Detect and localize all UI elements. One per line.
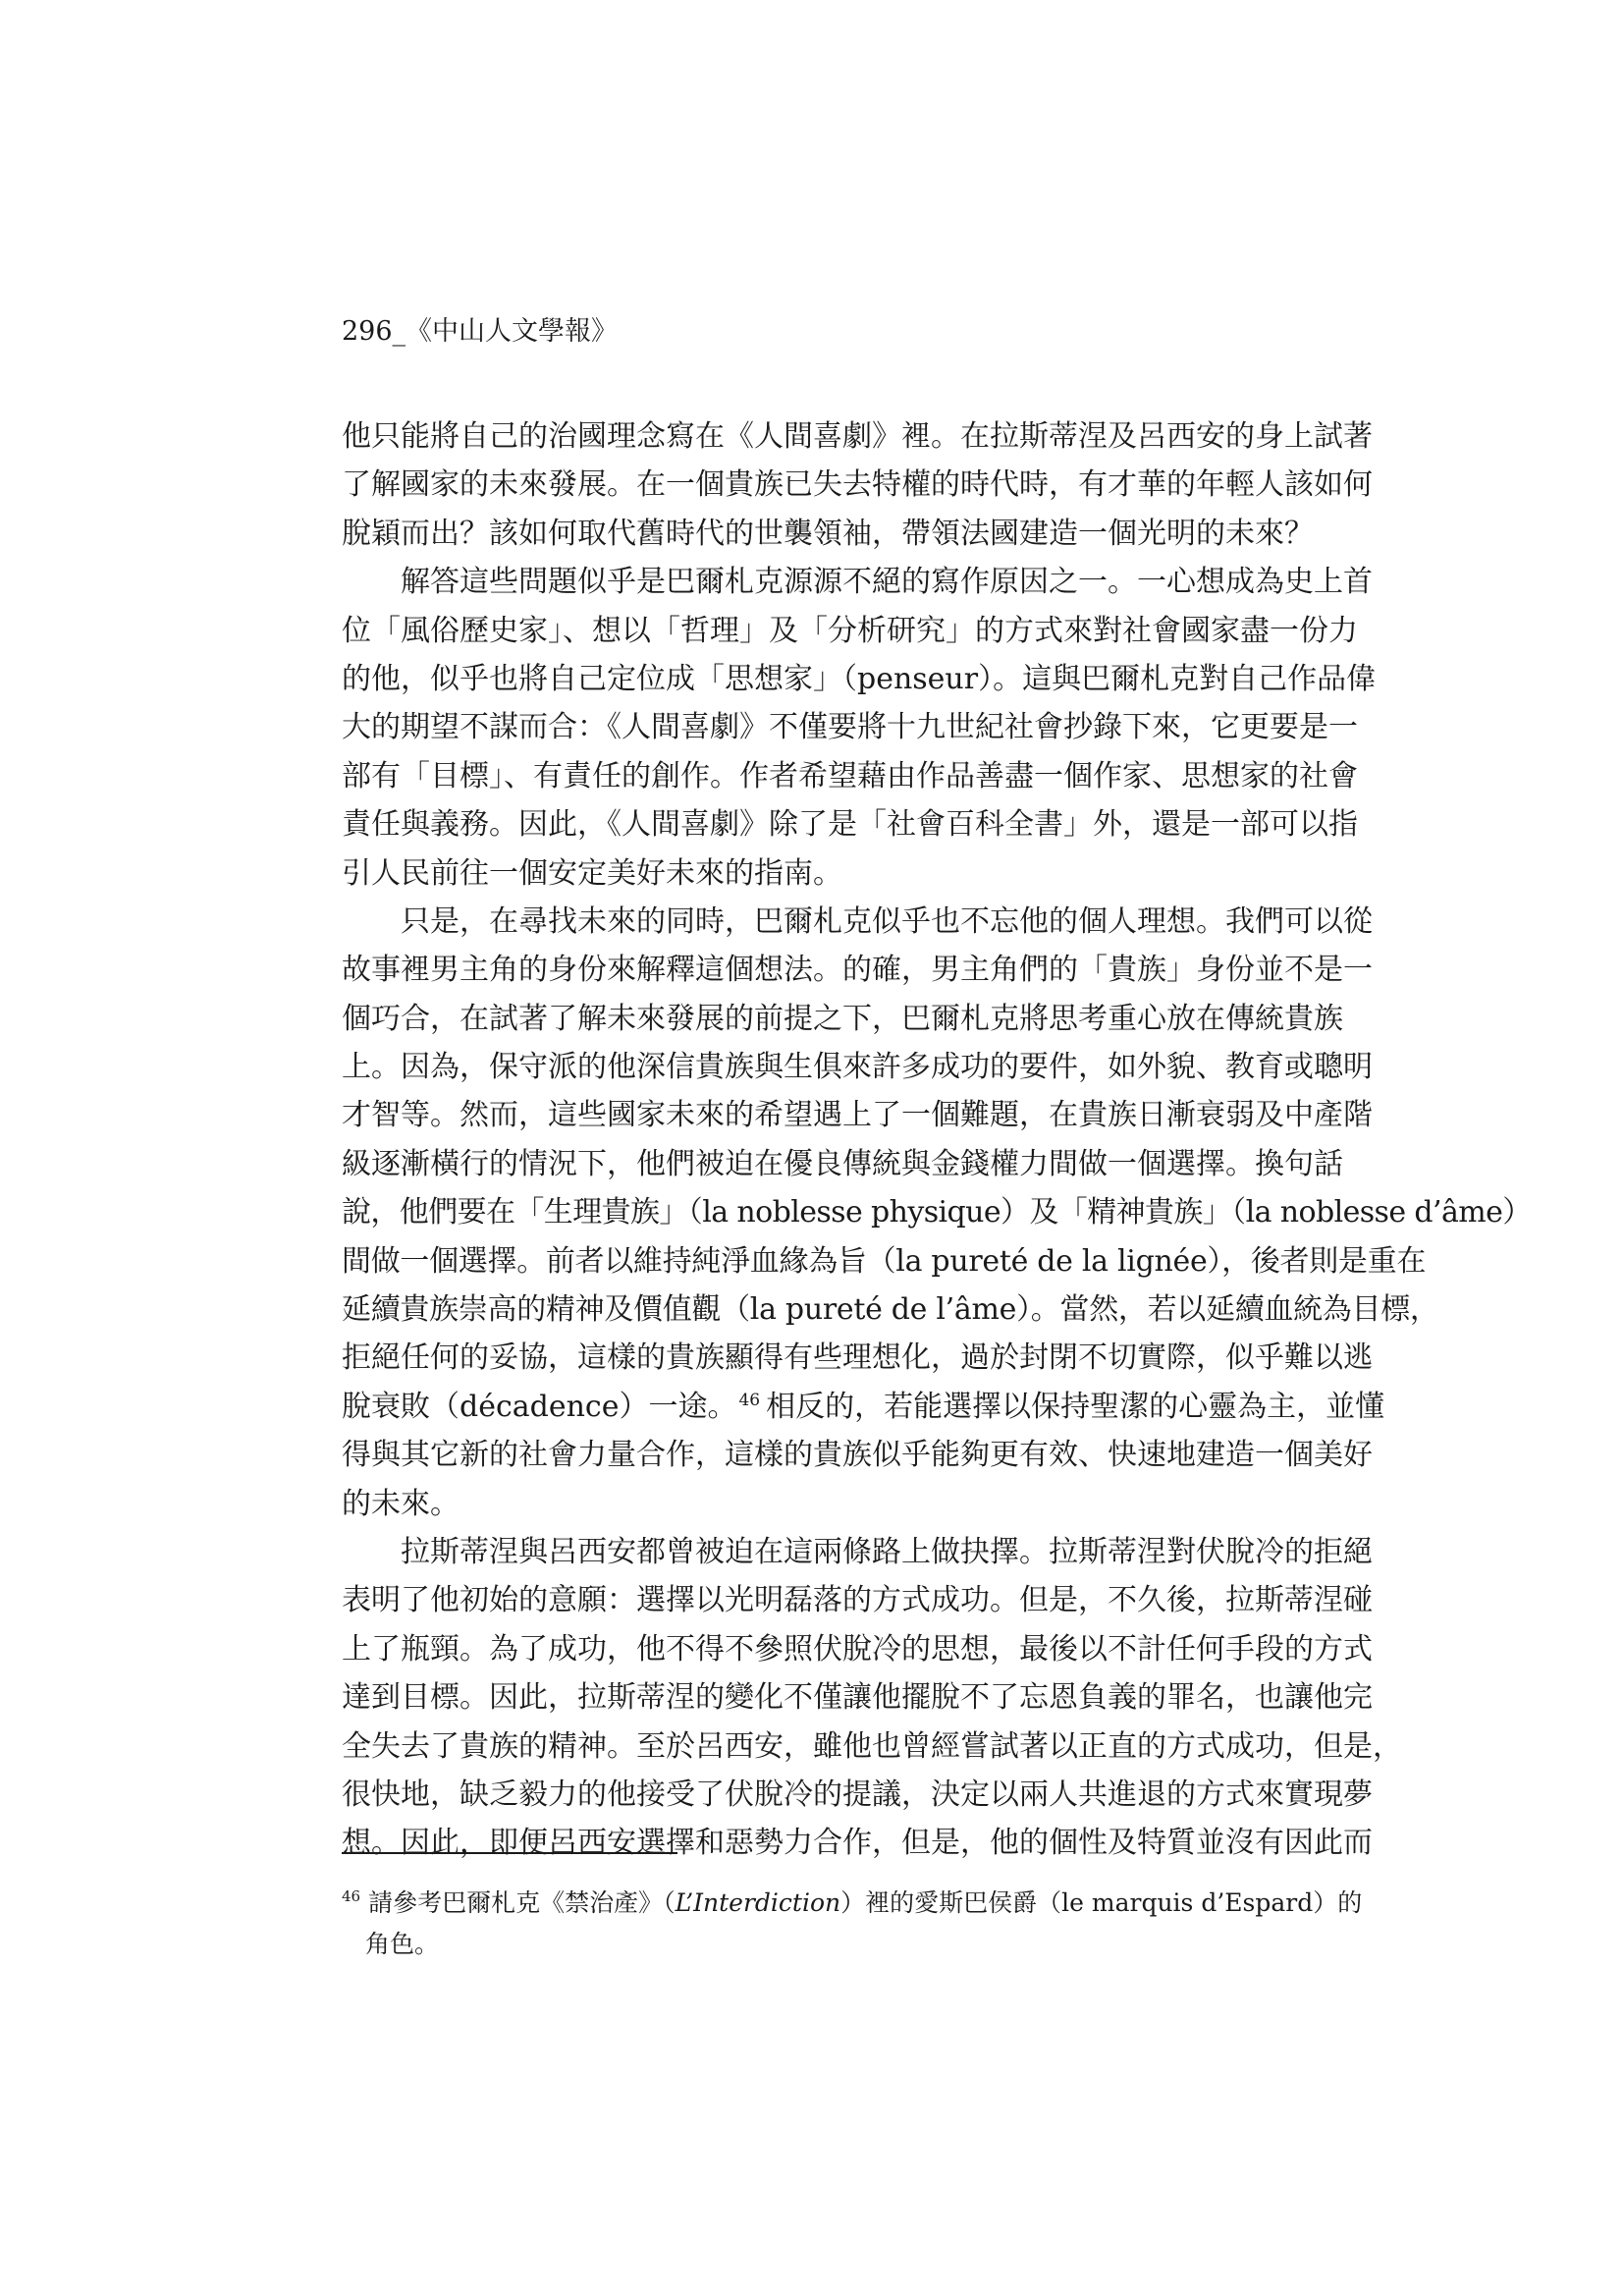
text-line: 的未來。 xyxy=(342,1486,460,1521)
text-line: 大的期望不謀而合：《人間喜劇》不僅要將十九世紀社會抄錄下來，它更要是一 xyxy=(342,710,1358,745)
footnote-work-title: L’Interdiction xyxy=(675,1888,841,1917)
footnote-line xyxy=(342,1883,1363,1924)
text-line: 他只能將自己的治國理念寫在《人間喜劇》裡。在拉斯蒂涅及呂西安的身上試著 xyxy=(342,419,1373,454)
text-line: 引人民前往一個安定美好未來的指南。 xyxy=(342,855,842,891)
text-line: 了解國家的未來發展。在一個貴族已失去特權的時代時，有才華的年輕人該如何 xyxy=(342,467,1373,503)
text-line: 才智等。然而，這些國家未來的希望遇上了一個難題，在貴族日漸衰弱及中產階 xyxy=(342,1098,1373,1133)
paragraph-3 xyxy=(342,898,1532,1528)
journal-title: 《中山人文學報》 xyxy=(406,316,619,347)
text-line: 全失去了貴族的精神。至於呂西安，雖他也曾經嘗試著以正直的方式成功，但是， xyxy=(342,1728,1402,1764)
body-text xyxy=(342,412,1532,1868)
text-line: 拒絕任何的妥協，這樣的貴族顯得有些理想化，過於封閉不切實際，似乎難以逃 xyxy=(342,1340,1373,1376)
paragraph-1 xyxy=(342,412,1373,558)
footnote-divider xyxy=(342,1852,677,1854)
footnote-number: 46 xyxy=(342,1887,361,1905)
text-line: 解答這些問題似乎是巴爾札克源源不絕的寫作原因之一。一心想成為史上首 xyxy=(401,565,1373,600)
footnote-text: 請參考巴爾札克《禁治產》（ xyxy=(368,1888,676,1917)
text-line: 故事裡男主角的身份來解釋這個想法。的確，男主角們的「貴族」身份並不是一 xyxy=(342,953,1373,988)
text-line: 部有「目標」、有責任的創作。作者希望藉由作品善盡一個作家、思想家的社會 xyxy=(342,758,1358,793)
text-line: 延續貴族崇高的精神及價值觀（la pureté de l’âme）。當然，若以延續血統為目標， xyxy=(342,1292,1439,1328)
footnote-reference[interactable]: 46 xyxy=(738,1390,761,1410)
text-line: 只是，在尋找未來的同時，巴爾札克似乎也不忘他的個人理想。我們可以從 xyxy=(401,903,1373,939)
text-before-note: 脫衰敗（décadence）一途。 xyxy=(342,1389,737,1424)
text-line: 表明了他初始的意願：選擇以光明磊落的方式成功。但是，不久後，拉斯蒂涅碰 xyxy=(342,1583,1373,1618)
header-separator: _ xyxy=(392,316,406,347)
text-line: 間做一個選擇。前者以維持純淨血緣為旨（la pureté de la lignée），後者則是重在 xyxy=(342,1243,1427,1279)
text-line-with-footnote xyxy=(342,1383,1385,1431)
text-line: 很快地，缺乏毅力的他接受了伏脫冷的提議，決定以兩人共進退的方式來實現夢 xyxy=(342,1777,1373,1812)
text-line: 上了瓶頸。為了成功，他不得不參照伏脫冷的思想，最後以不計任何手段的方式 xyxy=(342,1631,1373,1667)
text-line: 說，他們要在「生理貴族」（la noblesse physique）及「精神貴族」（la noblesse d’âme） xyxy=(342,1195,1532,1230)
text-line: 達到目標。因此，拉斯蒂涅的變化不僅讓他擺脫不了忘恩負義的罪名，也讓他完 xyxy=(342,1680,1373,1716)
paragraph-2 xyxy=(342,558,1377,898)
text-line: 想。因此，即便呂西安選擇和惡勢力合作，但是，他的個性及特質並沒有因此而 xyxy=(342,1826,1373,1861)
text-line: 級逐漸橫行的情況下，他們被迫在優良傳統與金錢權力間做一個選擇。換句話 xyxy=(342,1146,1343,1181)
page-number: 296 xyxy=(342,316,393,347)
text-line: 脫穎而出？該如何取代舊時代的世襲領袖，帶領法國建造一個光明的未來？ xyxy=(342,516,1314,551)
text-line: 上。因為，保守派的他深信貴族與生俱來許多成功的要件，如外貌、教育或聰明 xyxy=(342,1050,1373,1085)
text-line: 位「風俗歷史家」、想以「哲理」及「分析研究」的方式來對社會國家盡一份力 xyxy=(342,613,1358,648)
text-line: 拉斯蒂涅與呂西安都曾被迫在這兩條路上做抉擇。拉斯蒂涅對伏脫冷的拒絕 xyxy=(401,1534,1373,1569)
text-line: 個巧合，在試著了解未來發展的前提之下，巴爾札克將思考重心放在傳統貴族 xyxy=(342,1001,1343,1036)
paragraph-4 xyxy=(342,1528,1402,1868)
running-header xyxy=(342,312,618,352)
footnote-line: 角色。 xyxy=(365,1930,440,1958)
text-line: 責任與義務。因此，《人間喜劇》除了是「社會百科全書」外，還是一部可以指 xyxy=(342,807,1358,843)
text-line: 的他，似乎也將自己定位成「思想家」（penseur）。這與巴爾札克對自己作品偉 xyxy=(342,661,1377,696)
text-after-note: 相反的，若能選擇以保持聖潔的心靈為主，並懂 xyxy=(766,1389,1385,1424)
footnote-46 xyxy=(342,1883,1363,1965)
text-line: 得與其它新的社會力量合作，這樣的貴族似乎能夠更有效、快速地建造一個美好 xyxy=(342,1438,1373,1473)
footnote-text: ）裡的愛斯巴侯爵（le marquis d’Espard）的 xyxy=(840,1888,1363,1917)
